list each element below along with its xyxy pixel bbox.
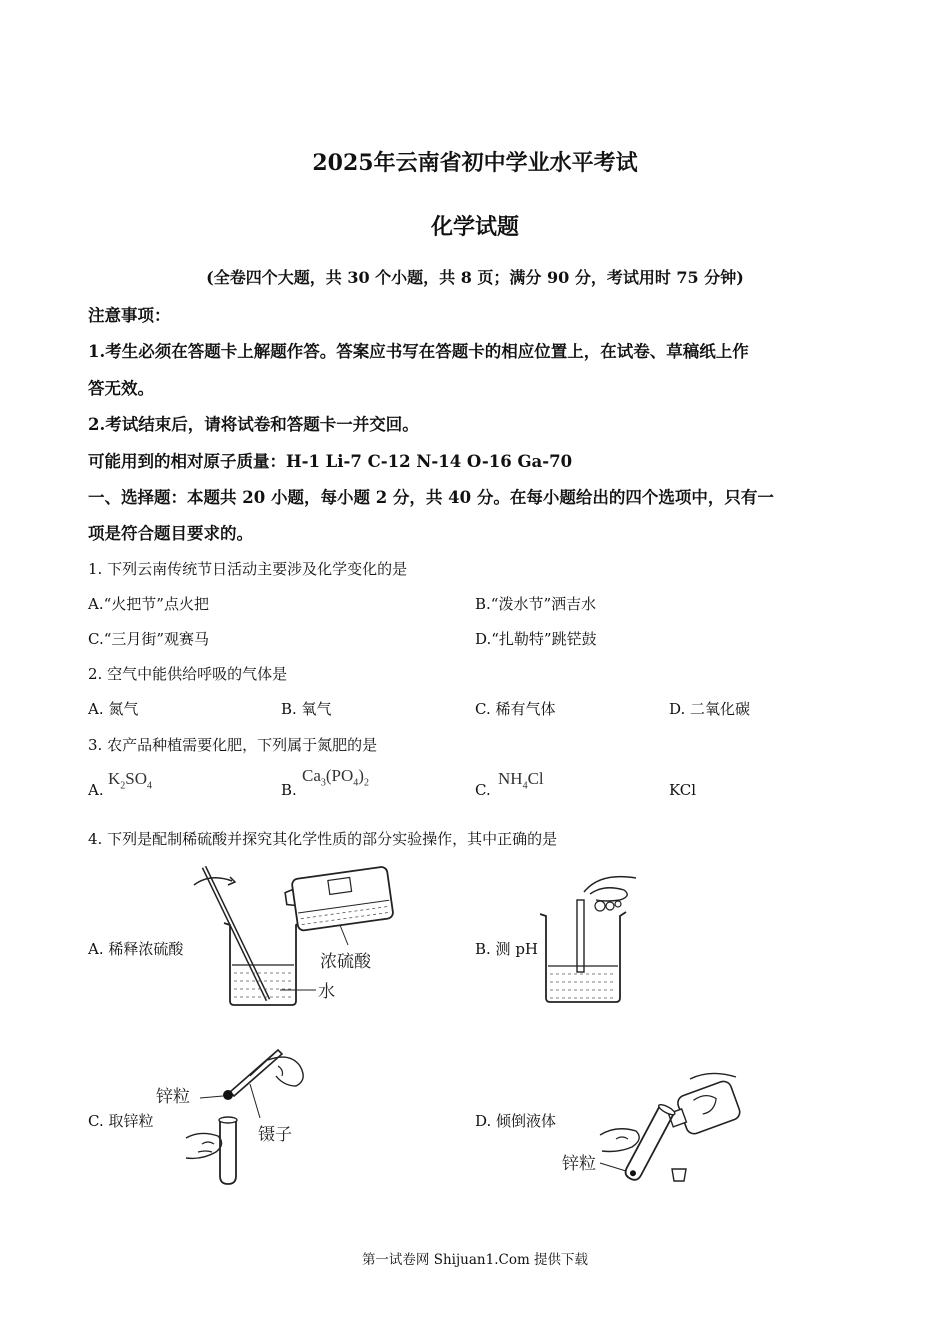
notice-item-1: 1.考生必须在答题卡上解题作答。答案应书写在答题卡的相应位置上，在试卷、草稿纸上作 (88, 342, 749, 361)
question-4-option-d: D. 倾倒液体 (475, 1112, 557, 1130)
page-footer: 第一试卷网 Shijuan1.Com 提供下载 (361, 1252, 589, 1268)
question-4-option-c: C. 取锌粒 (88, 1112, 154, 1130)
question-1-stem: 1. 下列云南传统节日活动主要涉及化学变化的是 (88, 560, 408, 578)
question-3-option-c-letter: C. (475, 781, 491, 799)
question-3-option-c-formula: $NH_4Cl$ (498, 769, 544, 792)
section-heading: 一、选择题：本题共 20 小题，每小题 2 分，共 40 分。在每小题给出的四个选项中，只有一 (88, 488, 774, 507)
notice-heading: 注意事项： (88, 306, 171, 325)
question-1-option-a: A.“火把节”点火把 (88, 595, 209, 613)
label-zinc-granule-d: 锌粒 (562, 1154, 596, 1174)
label-zinc-granule: 锌粒 (156, 1087, 190, 1107)
figure-pour-liquid (560, 1065, 750, 1190)
question-3-option-a-letter: A. (88, 781, 104, 799)
notice-item-1-cont: 答无效。 (88, 379, 154, 398)
question-1-option-d: D.“扎勒特”跳铓鼓 (475, 630, 597, 648)
label-concentrated-acid: 浓硫酸 (320, 952, 371, 972)
figure-dilute-acid (190, 855, 410, 1010)
question-2-option-a: A. 氮气 (88, 700, 139, 718)
question-3-option-b-formula: $Ca_3(PO_4)_2$ (302, 766, 369, 789)
question-1-option-b: B.“泼水节”洒吉水 (475, 595, 597, 613)
notice-item-2: 2.考试结束后，请将试卷和答题卡一并交回。 (88, 415, 419, 434)
label-water: 水 (318, 982, 335, 1002)
label-tweezers: 镊子 (258, 1125, 292, 1145)
page-title: 2025年云南省初中学业水平考试 (312, 150, 638, 176)
question-2-option-c: C. 稀有气体 (475, 700, 556, 718)
question-3-stem: 3. 农产品种植需要化肥，下列属于氮肥的是 (88, 736, 378, 754)
page-subtitle: 化学试题 (430, 214, 519, 240)
question-2-option-d: D. 二氧化碳 (669, 700, 751, 718)
question-3-option-a-formula: $K_2SO_4$ (108, 769, 153, 792)
section-heading-cont: 项是符合题目要求的。 (88, 524, 253, 543)
question-2-option-b: B. 氧气 (281, 700, 332, 718)
question-1-option-c: C.“三月街”观赛马 (88, 630, 210, 648)
question-4-stem: 4. 下列是配制稀硫酸并探究其化学性质的部分实验操作，其中正确的是 (88, 830, 558, 848)
question-4-option-a: A. 稀释浓硫酸 (88, 940, 184, 958)
figure-take-zinc (150, 1040, 320, 1190)
exam-info: (全卷四个大题，共 30 个小题，共 8 页；满分 90 分，考试用时 75 分钟) (206, 268, 744, 287)
question-2-stem: 2. 空气中能供给呼吸的气体是 (88, 665, 288, 683)
question-3-option-d: KCl (669, 781, 697, 799)
question-4-option-b: B. 测 pH (475, 940, 539, 958)
figure-measure-ph (540, 870, 650, 1008)
question-3-option-b-letter: B. (281, 781, 297, 799)
atomic-masses: 可能用到的相对原子质量：H-1 Li-7 C-12 N-14 O-16 Ga-70 (88, 452, 573, 471)
